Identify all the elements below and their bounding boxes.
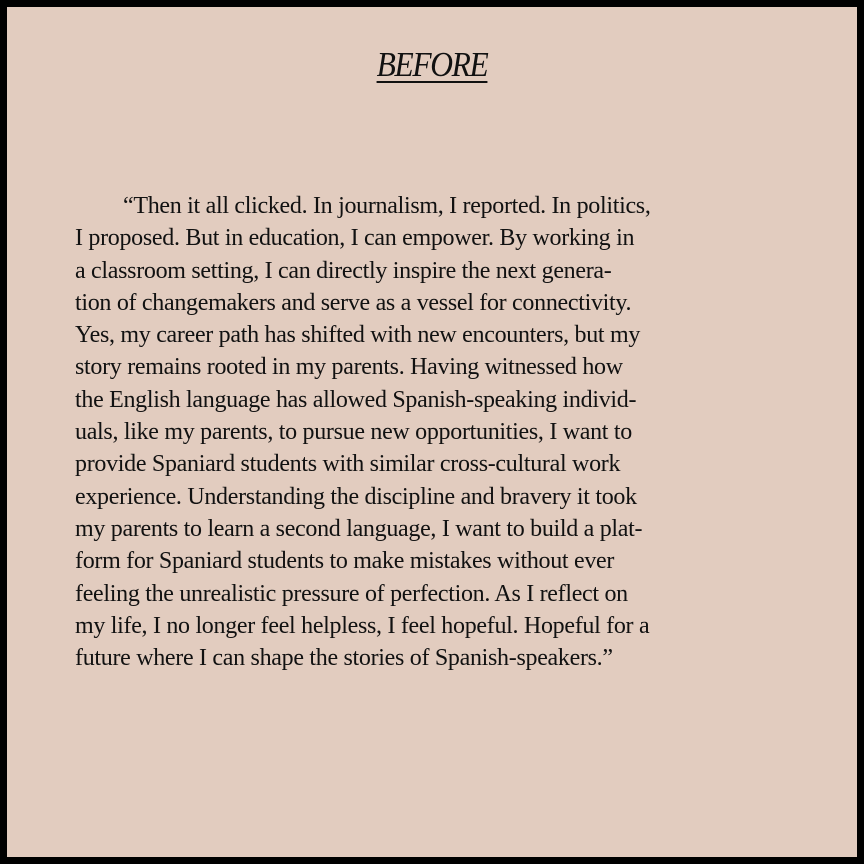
heading-text: BEFORE	[376, 45, 488, 84]
quote-line: feeling the unrealistic pressure of perfection. As I reflect on	[75, 580, 628, 607]
quote-line: story remains rooted in my parents. Having witnessed how	[75, 354, 623, 381]
quote-line: uals, like my parents, to pursue new opportunities, I want to	[75, 419, 632, 446]
quote-line: I proposed. But in education, I can empower. By working in	[75, 225, 635, 252]
page-heading	[50, 45, 815, 85]
quote-line: a classroom setting, I can directly inspire the next genera-	[75, 257, 612, 284]
quote-line: tion of changemakers and serve as a vessel for connectivity.	[75, 289, 632, 316]
quote-line: Yes, my career path has shifted with new encounters, but my	[75, 322, 641, 349]
quote-line: form for Spaniard students to make mistakes without ever	[75, 548, 615, 575]
quote-line: the English language has allowed Spanish-speaking individ-	[75, 386, 637, 413]
quote-line: my parents to learn a second language, I want to build a plat-	[75, 515, 643, 542]
quote-line: future where I can shape the stories of Spanish-speakers.”	[75, 645, 613, 672]
quote-line: my life, I no longer feel helpless, I feel hopeful. Hopeful for a	[75, 612, 650, 639]
quote-line: provide Spaniard students with similar cross-cultural work	[75, 451, 621, 478]
quote-line: experience. Understanding the discipline and bravery it took	[75, 483, 637, 510]
quote-paragraph	[75, 190, 795, 674]
quote-line: “Then it all clicked. In journalism, I reported. In politics,	[123, 193, 651, 219]
